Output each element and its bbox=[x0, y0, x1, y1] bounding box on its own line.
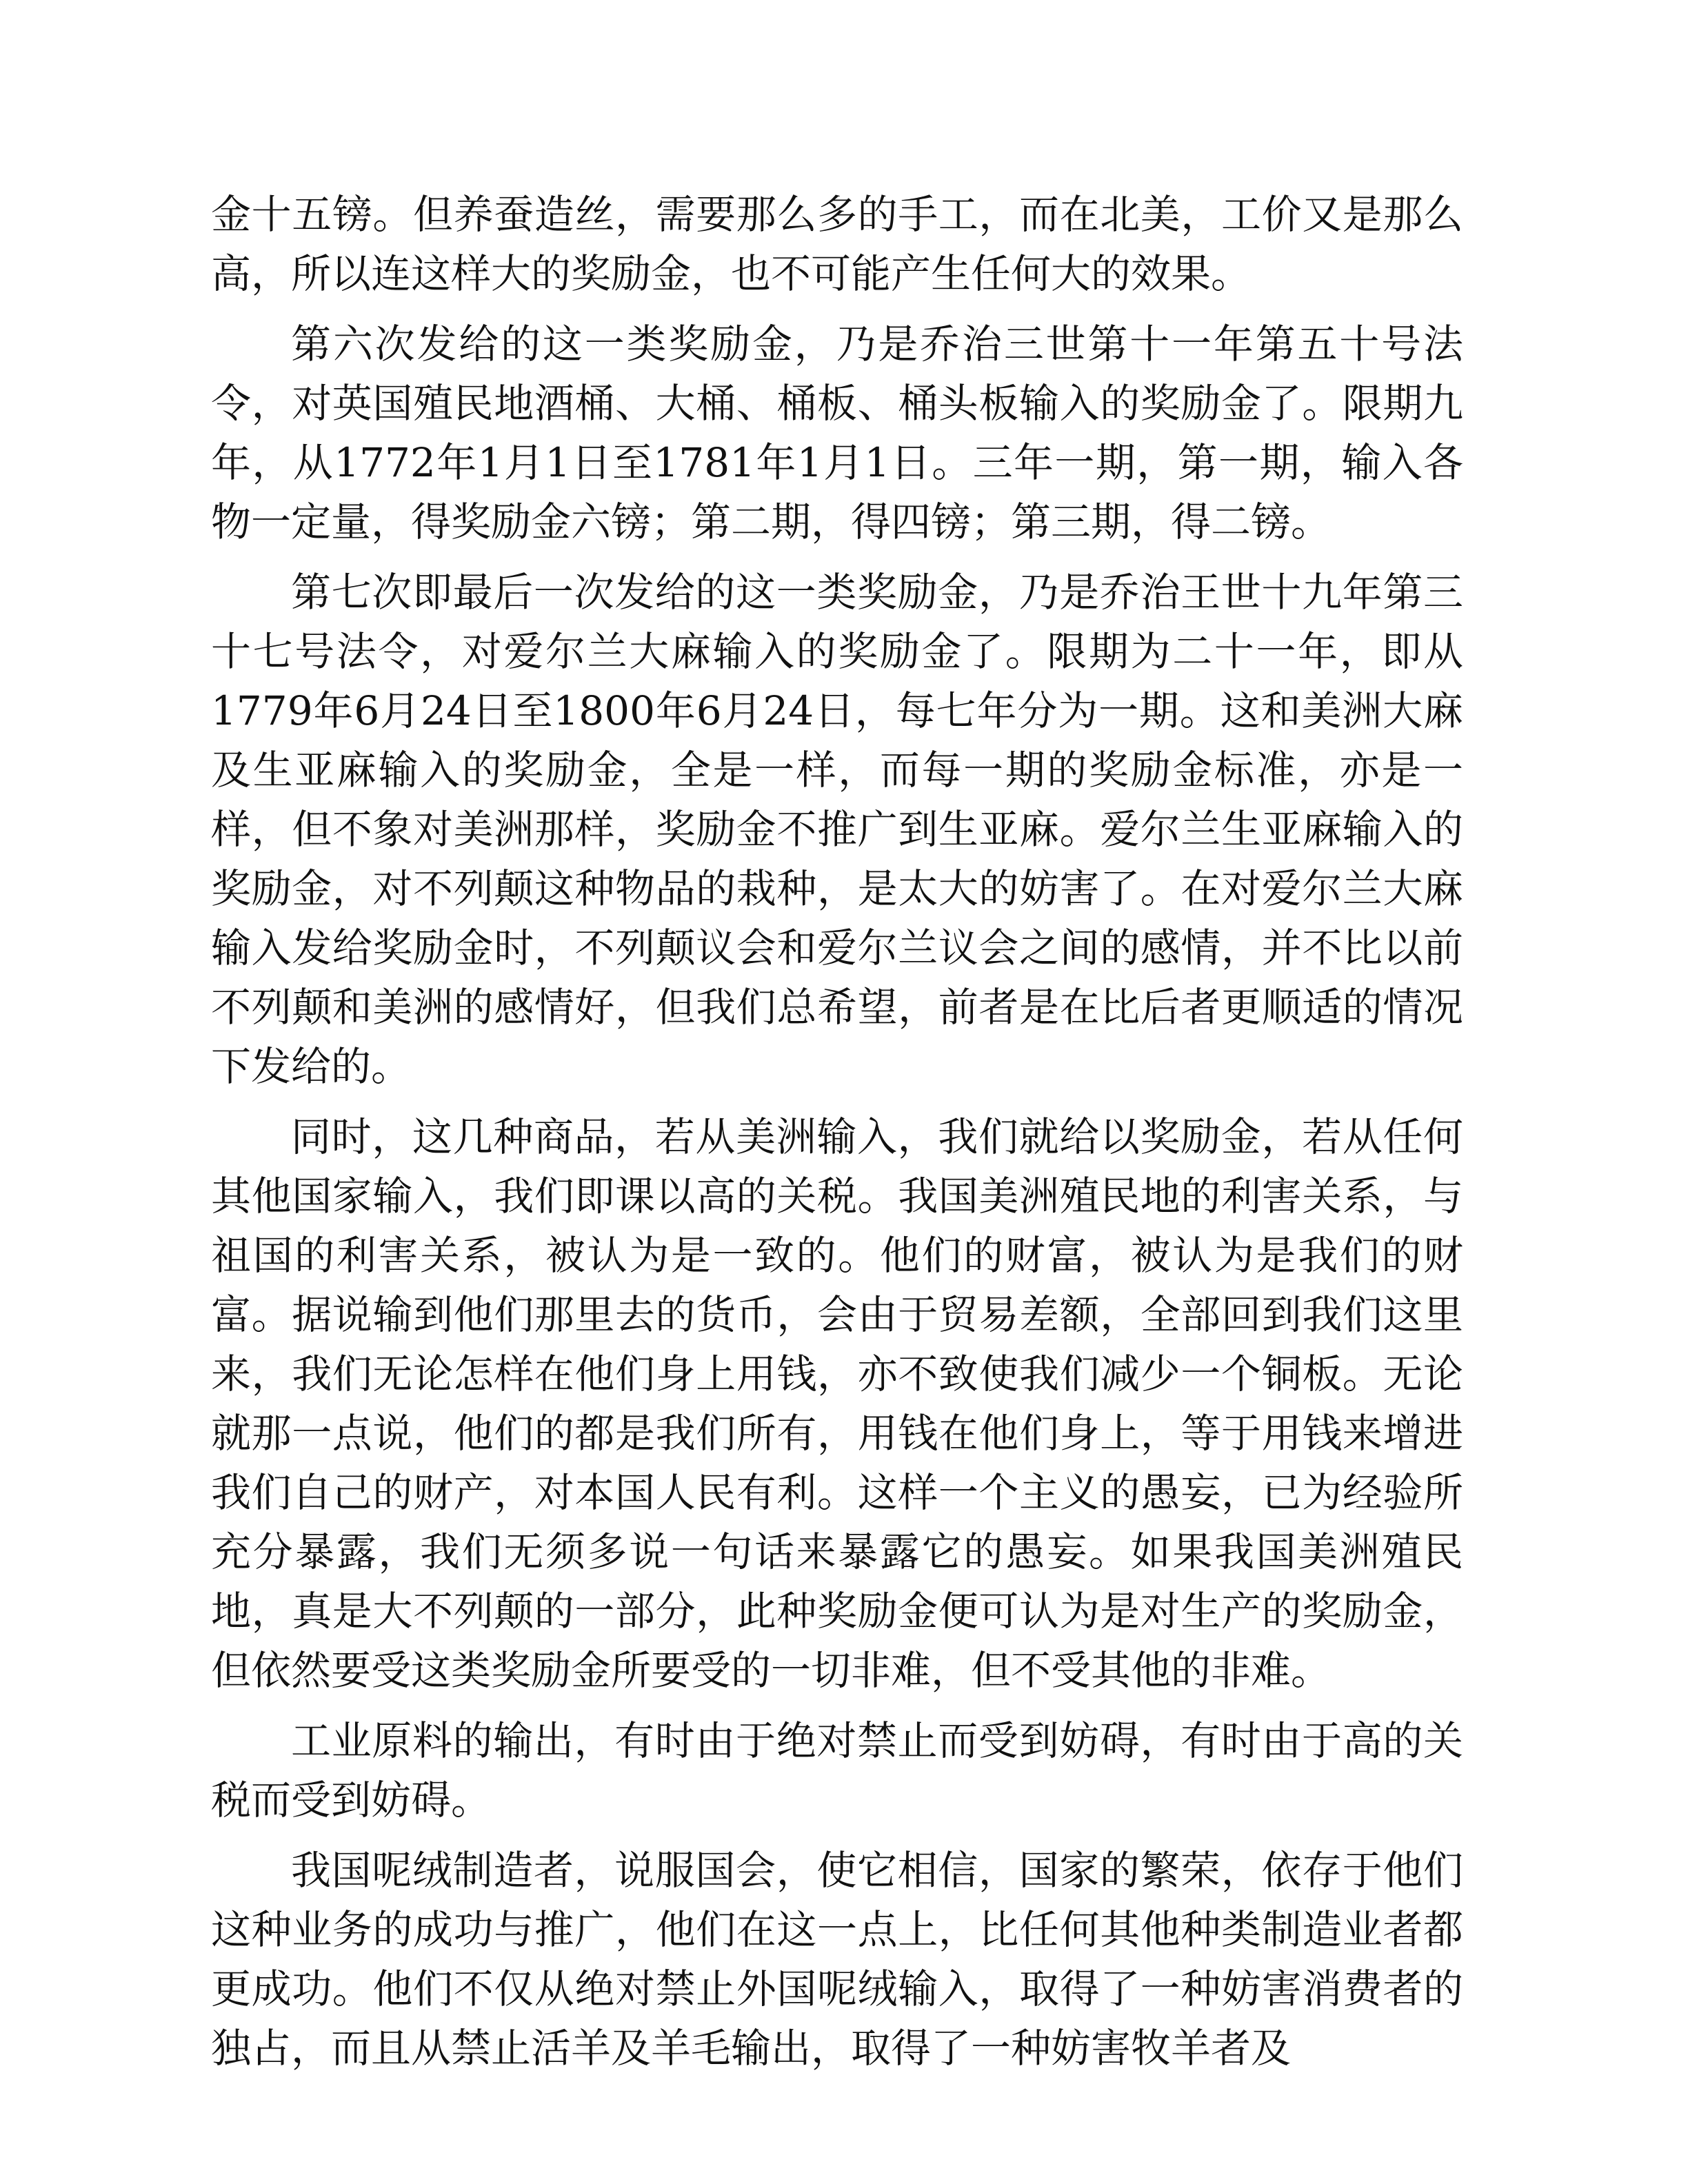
paragraph-sixth-bounty: 第六次发给的这一类奖励金，乃是乔治三世第十一年第五十号法令，对英国殖民地酒桶、大桶、桶板、桶头板输入的奖励金了。限期九年，从1772年1月1日至1781年1月1日。三年一期，第一期，输入各物一定量，得奖励金六镑；第二期，得四镑；第三期，得二镑。 bbox=[211, 321, 1463, 545]
document-page bbox=[211, 185, 1463, 2089]
paragraph-colonies-interest: 同时，这几种商品，若从美洲输入，我们就给以奖励金，若从任何其他国家输入，我们即课以高的关税。我国美洲殖民地的利害关系，与祖国的利害关系，被认为是一致的。他们的财富，被认为是我们的财富。据说输到他们那里去的货币，会由于贸易差额，全部回到我们这里来，我们无论怎样在他们身上用钱，亦不致使我们减少一个铜板。无论就那一点说，他们的都是我们所有，用钱在他们身上，等于用钱来增进我们自己的财产，对本国人民有利。这样一个主义的愚妄，已为经验所充分暴露，我们无须多说一句话来暴露它的愚妄。如果我国美洲殖民地，真是大不列颠的一部分，此种奖励金便可认为是对生产的奖励金，但依然要受这类奖励金所要受的一切非难，但不受其他的非难。 bbox=[211, 1113, 1463, 1694]
paragraph-continuation: 金十五镑。但养蚕造丝，需要那么多的手工，而在北美，工价又是那么高，所以连这样大的奖励金，也不可能产生任何大的效果。 bbox=[211, 191, 1463, 297]
paragraph-raw-materials-export: 工业原料的输出，有时由于绝对禁止而受到妨碍，有时由于高的关税而受到妨碍。 bbox=[211, 1717, 1463, 1823]
paragraph-seventh-bounty: 第七次即最后一次发给的这一类奖励金，乃是乔治王世十九年第三十七号法令，对爱尔兰大麻输入的奖励金了。限期为二十一年，即从1779年6月24日至1800年6月24日，每七年分为一期。这和美洲大麻及生亚麻输入的奖励金，全是一样，而每一期的奖励金标准，亦是一样，但不象对美洲那样，奖励金不推广到生亚麻。爱尔兰生亚麻输入的奖励金，对不列颠这种物品的栽种，是太大的妨害了。在对爱尔兰大麻输入发给奖励金时，不列颠议会和爱尔兰议会之间的感情，并不比以前不列颠和美洲的感情好，但我们总希望，前者是在比后者更顺适的情况下发给的。 bbox=[211, 569, 1463, 1090]
paragraph-woollen-manufacturers: 我国呢绒制造者，说服国会，使它相信，国家的繁荣，依存于他们这种业务的成功与推广，他们在这一点上，比任何其他种类制造业者都更成功。他们不仅从绝对禁止外国呢绒输入，取得了一种妨害消费者的独占，而且从禁止活羊及羊毛输出，取得了一种妨害牧羊者及 bbox=[211, 1847, 1463, 2072]
